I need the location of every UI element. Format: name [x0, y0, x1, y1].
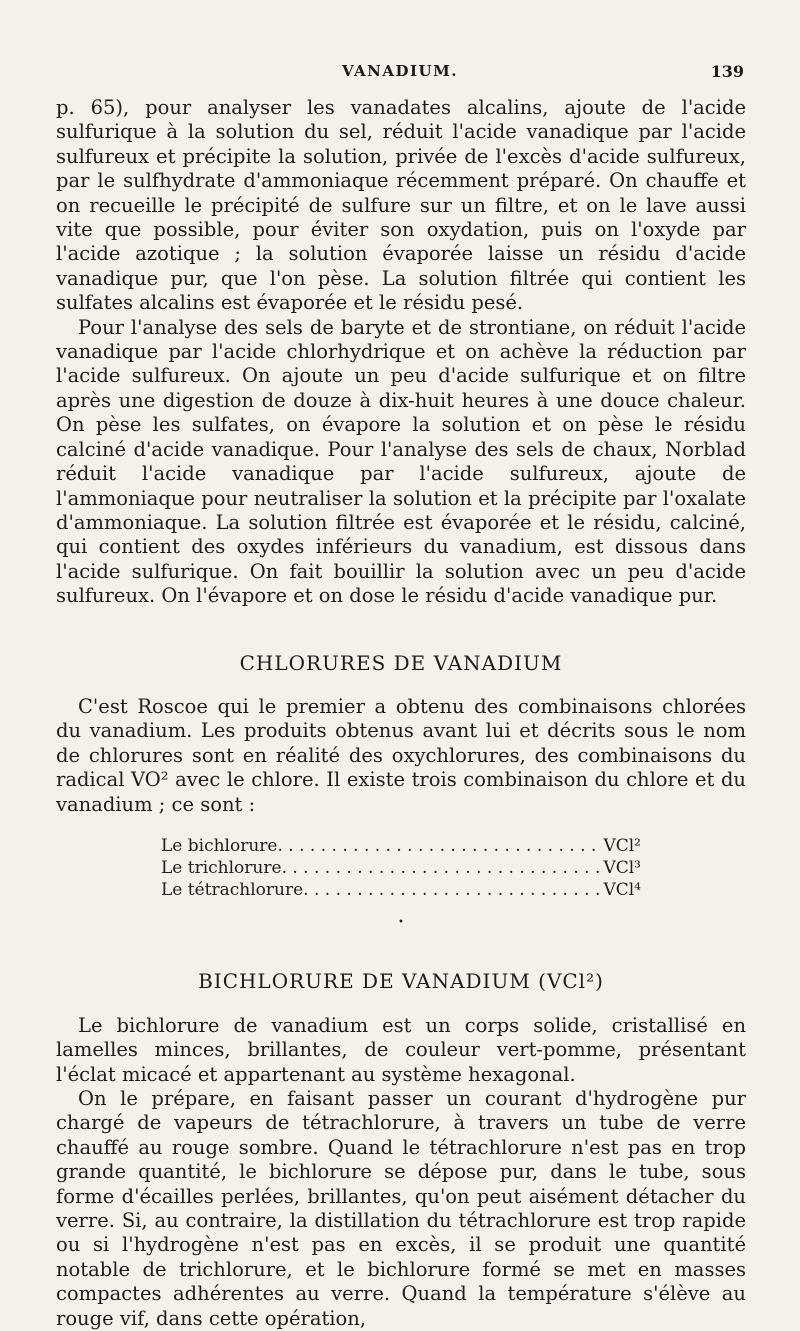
chloride-row [161, 879, 641, 901]
paragraph-roscoe: C'est Roscoe qui le premier a obtenu des combinaisons chlorées du vanadium. Les produits obtenus avant lui et décrits sous le nom de chlorures sont en réalité des oxychlorures, des combinaisons du radical VO² avec le chlore. Il existe trois combinaison du chlore et du vanadium ; ce sont : [56, 694, 746, 816]
paragraph-baryte-analysis: Pour l'analyse des sels de baryte et de strontiane, on réduit l'acide vanadique par l'acide chlorhydrique et on achève la réduction par l'acide sulfureux. On ajoute un peu d'acide sulfurique et on filtre après une digestion de douze à dix-huit heures à une douce chaleur. On pèse les sulfates, on évapore la solution et on pèse le résidu calciné d'acide vanadique. Pour l'analyse des sels de chaux, Norblad réduit l'acide vanadique par l'acide sulfureux, ajoute de l'ammoniaque pour neutraliser la solution et la précipite par l'oxalate d'ammoniaque. La solution filtrée est évaporée et le résidu, calciné, qui contient des oxydes inférieurs du vanadium, est dissous dans l'acide sulfurique. On fait bouillir la solution avec un peu d'acide sulfureux. On l'évapore et on dose le résidu d'acide vanadique pur. [56, 315, 746, 608]
running-title: VANADIUM. [342, 62, 458, 80]
paragraph-continuation: p. 65), pour analyser les vanadates alcalins, ajoute de l'acide sulfurique à la solution du sel, réduit l'acide vanadique par l'acide sulfureux et précipite la solution, privée de l'excès d'acide sulfureux, par le sulfhydrate d'ammoniaque récemment préparé. On chauffe et on recueille le précipité de sulfure sur un filtre, et on le lave aussi vite que possible, pour éviter son oxydation, puis on l'oxyde par l'acide azotique ; la solution évaporée laisse un résidu d'acide vanadique pur, que l'on pèse. La solution filtrée qui contient les sulfates alcalins est évaporée et le résidu pesé. [56, 96, 746, 315]
chloride-formula: VCl² [603, 835, 641, 856]
chloride-name: Le tétrachlorure [161, 879, 304, 900]
section-heading-chlorures: CHLORURES DE VANADIUM [239, 650, 563, 675]
paragraph-bichlorure-preparation: On le prépare, en faisant passer un courant d'hydrogène pur chargé de vapeurs de tétrachlorure, à travers un tube de verre chauffé au rouge sombre. Quand le tétrachlorure n'est pas en trop grande quantité, le bichlorure se dépose pur, dans le tube, sous forme d'écailles perlées, brillantes, qu'on peut aisément détacher du verre. Si, au contraire, la distillation du tétrachlorure est trop rapide ou si l'hydrogène n'est pas en excès, il se produit une quantité notable de trichlorure, et le bichlorure formé se met en masses compactes adhérentes au verre. Quand la température s'élève au rouge vif, dans cette opération, [56, 1087, 746, 1330]
page-number: 139 [710, 62, 744, 81]
section-heading-bichlorure: BICHLORURE DE VANADIUM (VCl²) [198, 969, 604, 994]
paragraph-bichlorure-description: Le bichlorure de vanadium est un corps solide, cristallisé en lamelles minces, brillantes, de couleur vert-pomme, présentant l'éclat micacé et appartenant au système hexagonal. [56, 1013, 746, 1086]
page-body [56, 96, 746, 1331]
chloride-list [161, 835, 641, 901]
chloride-row [161, 835, 641, 857]
chloride-formula: VCl⁴ [603, 879, 641, 900]
chloride-name: Le trichlorure [161, 857, 282, 878]
chloride-formula: VCl³ [603, 857, 641, 878]
dot-leader [303, 879, 599, 901]
separator-bullet: • [398, 916, 404, 928]
running-head [0, 62, 800, 84]
dot-leader [282, 857, 600, 879]
chloride-name: Le bichlorure [161, 835, 278, 856]
dot-leader [277, 835, 599, 857]
chloride-row [161, 857, 641, 879]
